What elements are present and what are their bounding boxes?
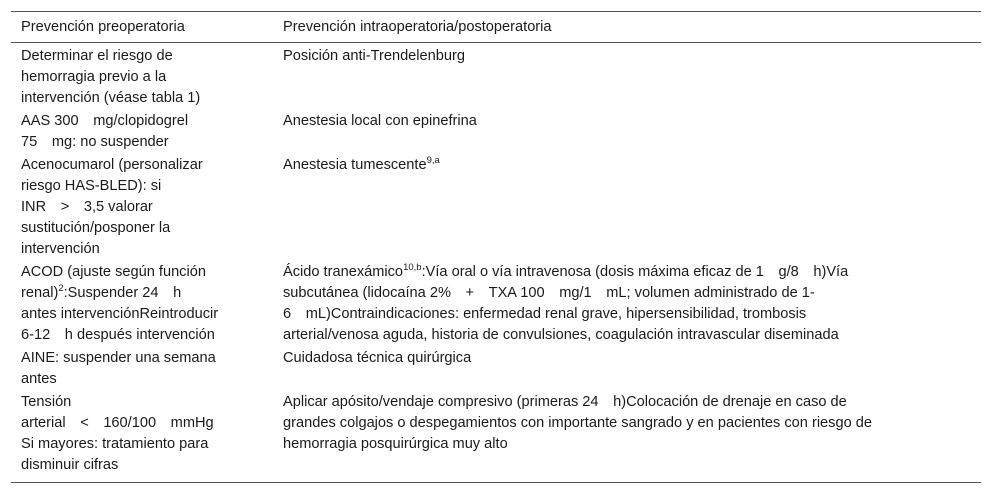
cell-text-line: Determinar el riesgo de — [21, 48, 173, 64]
header-intra-postoperative: Prevención intraoperatoria/postoperatoria — [273, 12, 981, 43]
cell-preoperative — [11, 347, 273, 391]
cell-text-line: Aplicar apósito/vendaje compresivo (primeras 24 h)Colocación de drenaje en caso de — [283, 394, 847, 410]
cell-text-line: sustitución/posponer la — [21, 220, 171, 236]
cell-text-line: Anestesia local con epinefrina — [283, 113, 477, 129]
cell-text-line: hemorragia posquirúrgica muy alto — [283, 436, 508, 452]
cell-text-line — [21, 283, 263, 304]
table-row — [11, 347, 981, 391]
cell-intra-postoperative — [273, 110, 981, 154]
header-preoperative: Prevención preoperatoria — [11, 12, 273, 43]
cell-text-line: disminuir cifras — [21, 457, 119, 473]
cell-text-line: Acenocumarol (personalizar — [21, 157, 203, 173]
cell-text: renal) — [21, 285, 59, 301]
table-row — [11, 110, 981, 154]
cell-text-line: grandes colgajos o despegamientos con importante sangrado y en pacientes con riesgo de — [283, 415, 872, 431]
cell-text-line: INR > 3,5 valorar — [21, 199, 153, 215]
cell-text-line: AINE: suspender una semana — [21, 350, 216, 366]
table-row — [11, 43, 981, 111]
cell-text: :Vía oral o vía intravenosa (dosis máxima eficaz de 1 g/8 h)Vía — [421, 264, 849, 280]
cell-text-line: arterial/venosa aguda, historia de convulsiones, coagulación intravascular diseminada — [283, 327, 839, 343]
cell-text-line: subcutánea (lidocaína 2% + TXA 100 mg/1 mL; volumen administrado de 1- — [283, 285, 815, 301]
cell-intra-postoperative — [273, 391, 981, 483]
cell-text-line: ACOD (ajuste según función — [21, 264, 206, 280]
cell-preoperative — [11, 110, 273, 154]
cell-text-line: 6-12 h después intervención — [21, 327, 215, 343]
cell-text: Ácido tranexámico — [283, 264, 404, 280]
cell-intra-postoperative — [273, 347, 981, 391]
data-table-container — [11, 11, 981, 483]
table-header — [11, 12, 981, 43]
footnote-reference: 9,a — [426, 155, 440, 167]
cell-preoperative — [11, 261, 273, 347]
cell-text-line: antes — [21, 371, 57, 387]
cell-text: Anestesia tumescente — [283, 157, 427, 173]
header-row — [11, 12, 981, 43]
table-row — [11, 154, 981, 261]
cell-text-line — [283, 262, 971, 283]
cell-text-line: 6 mL)Contraindicaciones: enfermedad renal grave, hipersensibilidad, trombosis — [283, 306, 807, 322]
cell-preoperative — [11, 154, 273, 261]
cell-text-line: Tensión — [21, 394, 72, 410]
table-row — [11, 261, 981, 347]
cell-text-line: Cuidadosa técnica quirúrgica — [283, 350, 472, 366]
prevention-table — [11, 11, 981, 483]
cell-text-line: 75 mg: no suspender — [21, 134, 169, 150]
table-row — [11, 391, 981, 483]
cell-text-line: AAS 300 mg/clopidogrel — [21, 113, 189, 129]
cell-intra-postoperative — [273, 261, 981, 347]
cell-preoperative — [11, 391, 273, 483]
cell-preoperative — [11, 43, 273, 111]
cell-text-line: hemorragia previo a la — [21, 69, 167, 85]
cell-text-line — [283, 155, 971, 176]
cell-text-line: arterial < 160/100 mmHg — [21, 415, 214, 431]
cell-text-line: riesgo HAS-BLED): si — [21, 178, 162, 194]
cell-text-line: antes intervenciónReintroducir — [21, 306, 219, 322]
cell-text-line: Si mayores: tratamiento para — [21, 436, 209, 452]
footnote-reference: 2 — [58, 283, 64, 295]
table-body — [11, 43, 981, 483]
cell-intra-postoperative — [273, 154, 981, 261]
footnote-reference: 10,b — [403, 262, 422, 274]
cell-text-line: Posición anti-Trendelenburg — [283, 48, 465, 64]
cell-intra-postoperative — [273, 43, 981, 111]
cell-text-line: intervención (véase tabla 1) — [21, 90, 201, 106]
cell-text-line: intervención — [21, 241, 100, 257]
cell-text: :Suspender 24 h — [63, 285, 182, 301]
